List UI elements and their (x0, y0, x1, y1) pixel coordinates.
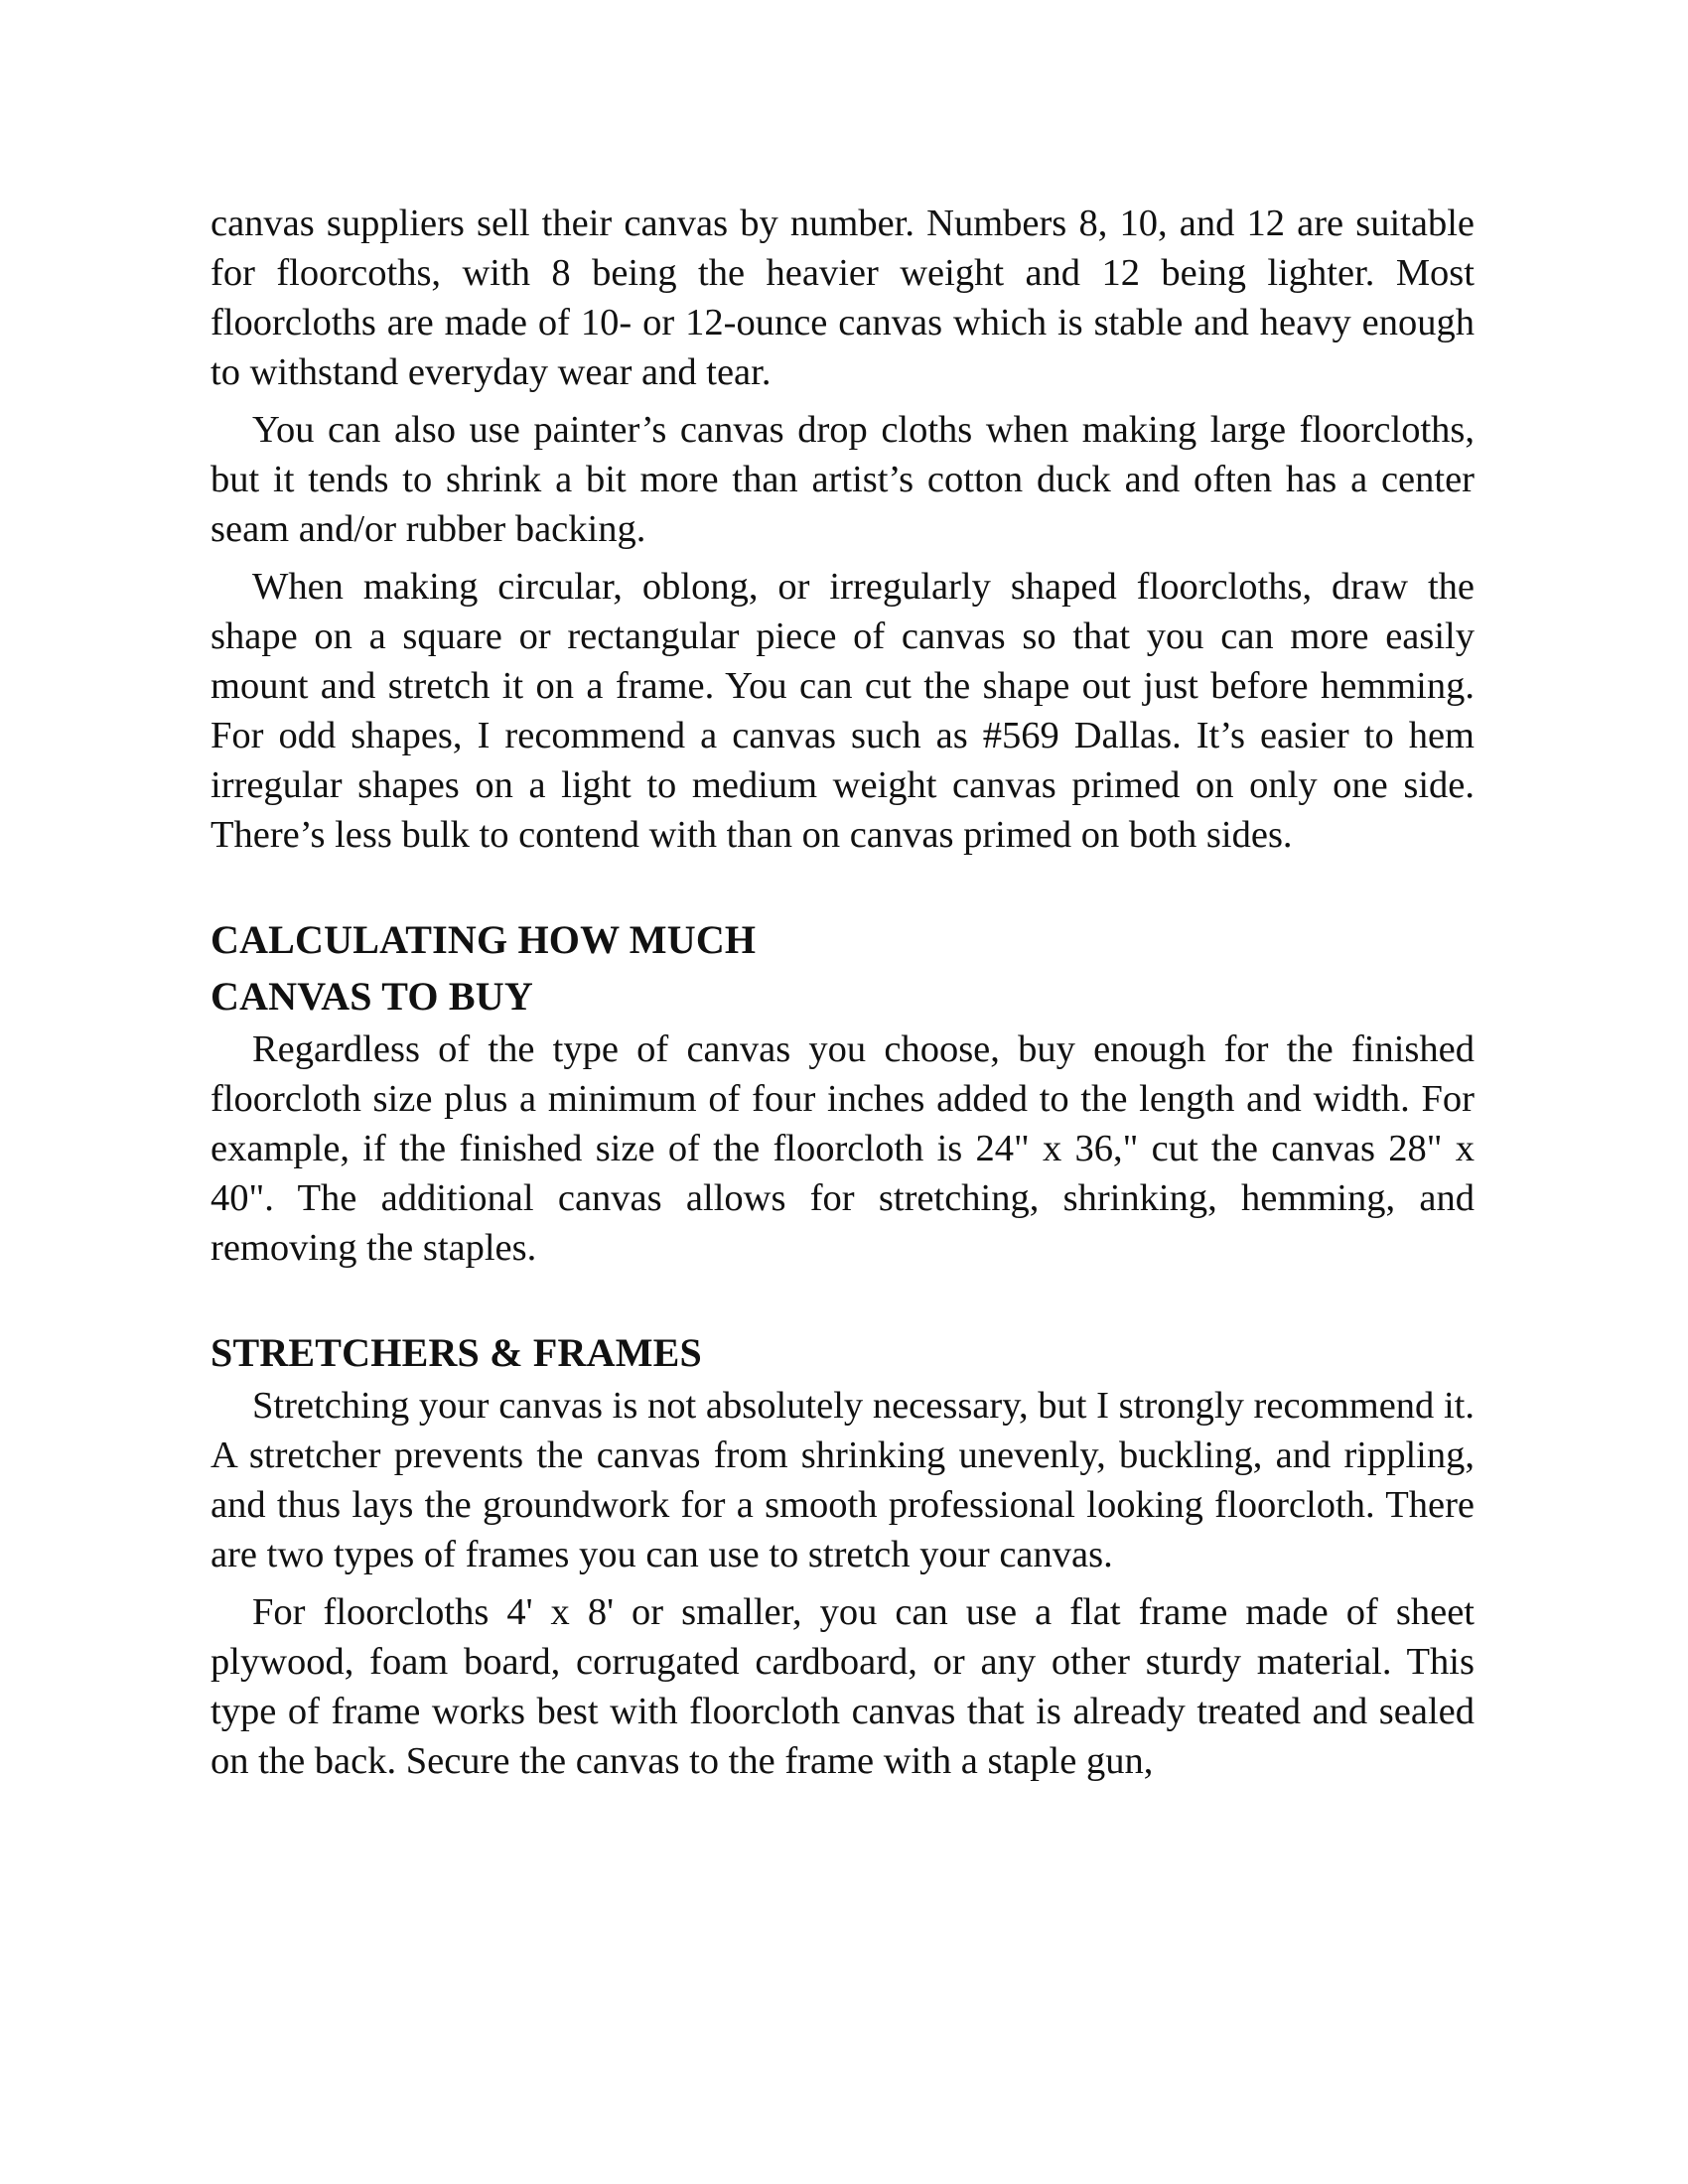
body-paragraph: canvas suppliers sell their canvas by number. Numbers 8, 10, and 12 are suitable for floorcoths, with 8 being the heavier weight and 12 being lighter. Most floorcloths are made of 10- or 12-ounce canvas which is stable and heavy enough to withstand everyday wear and tear. (211, 203, 1475, 393)
body-paragraph: When making circular, oblong, or irregularly shaped floorcloths, draw the shape on a square or rectangular piece of canvas so that you can more easily mount and stretch it on a frame. You can cut the shape out just before hemming. For odd shapes, I recommend a canvas such as #569 Dallas. It’s easier to hem irregular shapes on a light to medium weight canvas primed on only one side. There’s less bulk to contend with than on canvas primed on both sides. (211, 566, 1475, 856)
section-heading-line: CANVAS TO BUY (211, 974, 533, 1019)
section-heading-line: STRETCHERS & FRAMES (211, 1330, 702, 1375)
section-heading-line: CALCULATING HOW MUCH (211, 917, 757, 962)
body-paragraph: Regardless of the type of canvas you choose, buy enough for the finished floorcloth size plus a minimum of four inches added to the length and width. For example, if the finished size of the floorcloth is 24" x 36," cut the canvas 28" x 40". The additional canvas allows for stretching, shrinking, hemming, and removing the staples. (211, 1028, 1475, 1269)
body-paragraph: For floorcloths 4' x 8' or smaller, you can use a flat frame made of sheet plywood, foam board, corrugated cardboard, or any other sturdy material. This type of frame works best with floorcloth canvas that is already treated and sealed on the back. Secure the canvas to the frame with a staple gun, (211, 1591, 1475, 1782)
body-paragraph: Stretching your canvas is not absolutely necessary, but I strongly recommend it. A stretcher prevents the canvas from shrinking unevenly, buckling, and rippling, and thus lays the groundwork for a smooth professional looking floorcloth. There are two types of frames you can use to stretch your canvas. (211, 1385, 1475, 1575)
document-page (211, 199, 1475, 1794)
section-heading-stretchers (211, 1324, 1475, 1381)
body-paragraph: You can also use painter’s canvas drop cloths when making large floorcloths, but it tends to shrink a bit more than artist’s cotton duck and often has a center seam and/or rubber backing. (211, 409, 1475, 550)
section-heading-calculating (211, 911, 1475, 1024)
